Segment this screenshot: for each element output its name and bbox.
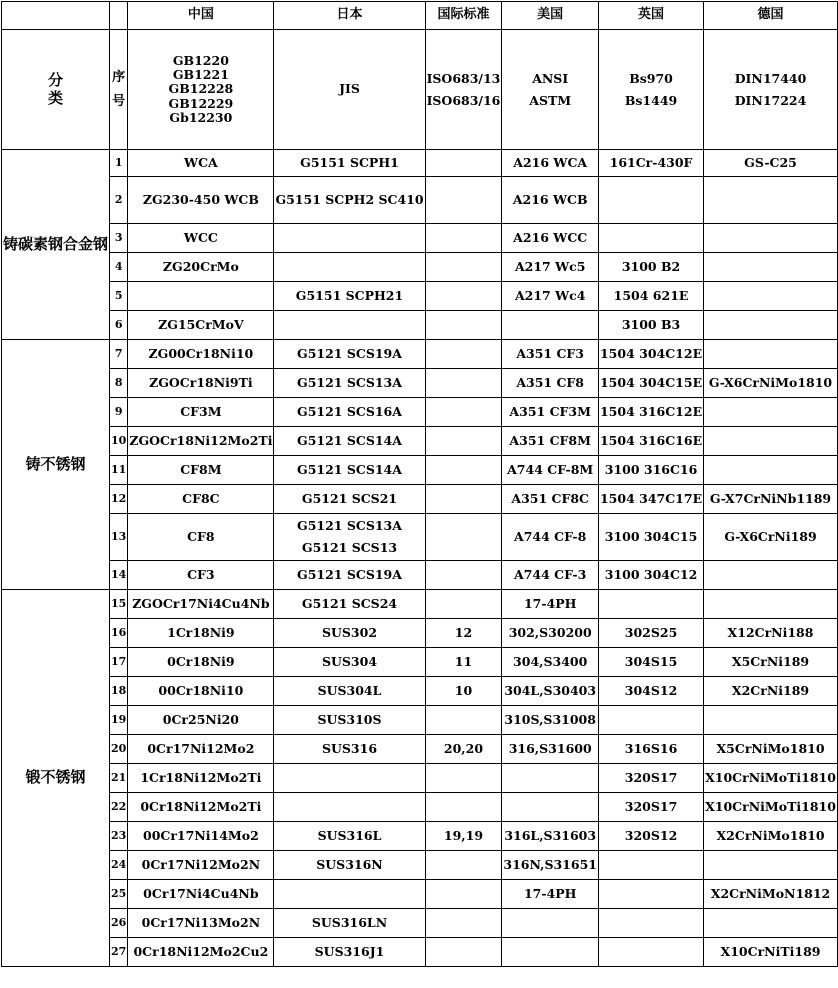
germany-grade — [704, 177, 838, 224]
table-row — [2, 764, 838, 793]
japan-grade-line: G5121 SCS13A — [297, 374, 402, 390]
col-header-japan: 日本 — [274, 2, 425, 30]
japan-grade — [274, 793, 425, 822]
uk-grade — [598, 590, 703, 619]
iso-grade — [425, 340, 502, 369]
table-body — [2, 2, 838, 967]
category-header — [2, 30, 110, 150]
row-number: 22 — [110, 793, 128, 822]
us-grade: A351 CF3M — [502, 398, 599, 427]
row-number: 14 — [110, 561, 128, 590]
germany-grade: X5CrNi189 — [704, 648, 838, 677]
germany-grade: X5CrNiMo1810 — [704, 735, 838, 764]
china-grade: 0Cr17Ni12Mo2 — [128, 735, 274, 764]
china-grade: 0Cr17Ni12Mo2N — [128, 851, 274, 880]
germany-grade: X10CrNiMoTi1810 — [704, 764, 838, 793]
uk-standard: Bs1449 — [624, 92, 678, 108]
china-grade: 0Cr18Ni12Mo2Ti — [128, 793, 274, 822]
japan-grade — [274, 398, 425, 427]
col-header-germany: 德国 — [704, 2, 838, 30]
row-number: 16 — [110, 619, 128, 648]
iso-grade — [425, 427, 502, 456]
china-grade: 0Cr25Ni20 — [128, 706, 274, 735]
us-grade: 310S,S31008 — [502, 706, 599, 735]
japan-grade — [274, 851, 425, 880]
japan-grade — [274, 311, 425, 340]
row-number: 5 — [110, 282, 128, 311]
table-row — [2, 793, 838, 822]
japan-grade-line: SUS316J1 — [314, 943, 385, 959]
de-standard: DIN17440 — [734, 70, 807, 86]
japan-grade-line: SUS316L — [317, 827, 382, 843]
china-grade: CF3 — [128, 561, 274, 590]
china-grade: 00Cr17Ni14Mo2 — [128, 822, 274, 851]
us-grade: A351 CF3 — [502, 340, 599, 369]
china-standard: GB12228 — [168, 81, 234, 97]
japan-grade — [274, 369, 425, 398]
japan-grade-line: SUS310S — [317, 711, 382, 727]
table-row — [2, 619, 838, 648]
us-grade — [502, 311, 599, 340]
iso-grade: 20,20 — [425, 735, 502, 764]
china-grade: 0Cr18Ni9 — [128, 648, 274, 677]
china-grade: 1Cr18Ni9 — [128, 619, 274, 648]
japan-grade — [274, 764, 425, 793]
germany-grade — [704, 282, 838, 311]
row-number: 6 — [110, 311, 128, 340]
china-grade: 00Cr18Ni10 — [128, 677, 274, 706]
germany-grade — [704, 706, 838, 735]
header-row-standards — [2, 30, 838, 150]
table-row — [2, 177, 838, 224]
uk-grade: 320S12 — [598, 822, 703, 851]
japan-grade — [274, 619, 425, 648]
japan-grade — [274, 485, 425, 514]
row-number: 12 — [110, 485, 128, 514]
japan-grade — [274, 909, 425, 938]
seq-header-char: 号 — [112, 93, 126, 109]
germany-grade: X2CrNiMoN1812 — [704, 880, 838, 909]
japan-grade-line: G5121 SCS14A — [297, 461, 402, 477]
iso-grade — [425, 456, 502, 485]
us-grade: A744 CF-8M — [502, 456, 599, 485]
table-row — [2, 909, 838, 938]
seq-header — [110, 30, 128, 150]
row-number: 7 — [110, 340, 128, 369]
row-number: 13 — [110, 514, 128, 561]
japan-grade-line: G5151 SCPH1 — [300, 154, 399, 170]
iso-standards — [425, 30, 502, 150]
japan-grade — [274, 456, 425, 485]
iso-grade — [425, 514, 502, 561]
japan-grade — [274, 822, 425, 851]
japan-grade-line: SUS302 — [321, 624, 378, 640]
us-grade: A217 Wc5 — [502, 253, 599, 282]
row-number: 19 — [110, 706, 128, 735]
germany-grade — [704, 311, 838, 340]
japan-grade-line: SUS316 — [321, 740, 378, 756]
germany-grade: X10CrNiMoTi1810 — [704, 793, 838, 822]
row-number: 25 — [110, 880, 128, 909]
table-row — [2, 456, 838, 485]
table-row — [2, 427, 838, 456]
group-label: 铸不锈钢 — [2, 340, 110, 590]
germany-grade: X2CrNiMo1810 — [704, 822, 838, 851]
iso-grade: 10 — [425, 677, 502, 706]
uk-grade: 1504 316C12E — [598, 398, 703, 427]
japan-grade — [274, 514, 425, 561]
us-grade — [502, 938, 599, 967]
iso-grade — [425, 311, 502, 340]
iso-standard: ISO683/16 — [426, 92, 501, 108]
iso-grade — [425, 369, 502, 398]
us-grade: 302,S30200 — [502, 619, 599, 648]
iso-grade — [425, 590, 502, 619]
de-standard: DIN17224 — [734, 92, 807, 108]
row-number: 9 — [110, 398, 128, 427]
japan-grade-line: G5121 SCS16A — [297, 403, 402, 419]
japan-grade — [274, 648, 425, 677]
uk-grade — [598, 880, 703, 909]
japan-grade — [274, 938, 425, 967]
china-grade: CF8M — [128, 456, 274, 485]
group-label: 锻不锈钢 — [2, 590, 110, 967]
row-number: 3 — [110, 224, 128, 253]
japan-grade — [274, 177, 425, 224]
japan-grade-line: G5151 SCPH21 — [295, 287, 404, 303]
row-number: 20 — [110, 735, 128, 764]
china-standards — [128, 30, 274, 150]
col-header-iso: 国际标准 — [425, 2, 502, 30]
table-row — [2, 648, 838, 677]
row-number: 17 — [110, 648, 128, 677]
us-grade — [502, 764, 599, 793]
germany-grade: X10CrNiTi189 — [704, 938, 838, 967]
corner-cell — [2, 2, 110, 30]
japan-grade — [274, 282, 425, 311]
japan-grade-line: SUS304 — [321, 653, 378, 669]
china-standard: Gb12230 — [169, 110, 233, 126]
japan-grade — [274, 224, 425, 253]
us-grade: A216 WCA — [502, 150, 599, 177]
row-number: 26 — [110, 909, 128, 938]
table-row — [2, 253, 838, 282]
japan-grade — [274, 706, 425, 735]
china-grade: ZG15CrMoV — [128, 311, 274, 340]
china-grade: ZG20CrMo — [128, 253, 274, 282]
row-number: 18 — [110, 677, 128, 706]
iso-grade — [425, 561, 502, 590]
steel-standards-table — [1, 1, 838, 967]
us-grade: A744 CF-3 — [502, 561, 599, 590]
uk-grade: 1504 304C12E — [598, 340, 703, 369]
uk-grade: 3100 B2 — [598, 253, 703, 282]
uk-grade: 3100 304C12 — [598, 561, 703, 590]
japan-grade — [274, 677, 425, 706]
us-grade: 304L,S30403 — [502, 677, 599, 706]
corner-cell — [110, 2, 128, 30]
germany-grade — [704, 224, 838, 253]
iso-standard: ISO683/13 — [426, 70, 501, 86]
germany-grade — [704, 590, 838, 619]
table-row — [2, 590, 838, 619]
uk-grade: 304S12 — [598, 677, 703, 706]
china-grade: CF8 — [128, 514, 274, 561]
iso-grade: 19,19 — [425, 822, 502, 851]
germany-grade: GS-C25 — [704, 150, 838, 177]
japan-grade-line: G5121 SCS19A — [297, 566, 402, 582]
us-grade: A217 Wc4 — [502, 282, 599, 311]
china-grade — [128, 282, 274, 311]
germany-grade: G-X6CrNiMo1810 — [704, 369, 838, 398]
table-row — [2, 485, 838, 514]
japan-grade — [274, 340, 425, 369]
col-header-china: 中国 — [128, 2, 274, 30]
iso-grade — [425, 851, 502, 880]
col-header-usa: 美国 — [502, 2, 599, 30]
germany-grade — [704, 851, 838, 880]
germany-grade — [704, 253, 838, 282]
japan-grade-line: G5151 SCPH2 SC410 — [275, 191, 424, 207]
table-row — [2, 851, 838, 880]
japan-grade-line: G5121 SCS21 — [301, 490, 398, 506]
japan-grade — [274, 561, 425, 590]
table-row — [2, 735, 838, 764]
uk-grade: 161Cr-430F — [598, 150, 703, 177]
iso-grade: 11 — [425, 648, 502, 677]
china-grade: CF3M — [128, 398, 274, 427]
iso-grade — [425, 793, 502, 822]
japan-grade — [274, 253, 425, 282]
us-grade: A351 CF8C — [502, 485, 599, 514]
row-number: 23 — [110, 822, 128, 851]
uk-grade: 320S17 — [598, 764, 703, 793]
uk-grade: 3100 B3 — [598, 311, 703, 340]
germany-grade — [704, 398, 838, 427]
japan-grade — [274, 427, 425, 456]
iso-grade — [425, 485, 502, 514]
table-row — [2, 938, 838, 967]
uk-standard: Bs970 — [629, 70, 673, 86]
category-header-char: 类 — [48, 88, 64, 107]
table-row — [2, 398, 838, 427]
germany-grade — [704, 340, 838, 369]
row-number: 21 — [110, 764, 128, 793]
row-number: 15 — [110, 590, 128, 619]
table-row — [2, 282, 838, 311]
iso-grade — [425, 909, 502, 938]
row-number: 8 — [110, 369, 128, 398]
uk-grade — [598, 224, 703, 253]
uk-grade: 3100 304C15 — [598, 514, 703, 561]
uk-grade: 320S17 — [598, 793, 703, 822]
uk-grade — [598, 909, 703, 938]
table-row — [2, 880, 838, 909]
uk-grade: 304S15 — [598, 648, 703, 677]
us-grade: 316N,S31651 — [502, 851, 599, 880]
us-grade: 316,S31600 — [502, 735, 599, 764]
japan-grade-line: G5121 SCS13 — [301, 540, 398, 555]
group-label: 铸碳素钢合金钢 — [2, 150, 110, 340]
col-header-uk: 英国 — [598, 2, 703, 30]
us-grade — [502, 909, 599, 938]
japan-grade-line: G5121 SCS24 — [301, 595, 398, 611]
us-standard: ASTM — [529, 92, 572, 108]
japan-grade-line: G5121 SCS19A — [297, 345, 402, 361]
uk-grade: 316S16 — [598, 735, 703, 764]
iso-grade — [425, 253, 502, 282]
row-number: 2 — [110, 177, 128, 224]
us-standards — [502, 30, 599, 150]
iso-grade — [425, 398, 502, 427]
row-number: 11 — [110, 456, 128, 485]
row-number: 24 — [110, 851, 128, 880]
china-standard: GB12229 — [168, 95, 234, 111]
uk-grade — [598, 177, 703, 224]
table-row — [2, 561, 838, 590]
china-grade: ZGOCr18Ni9Ti — [128, 369, 274, 398]
table-row — [2, 150, 838, 177]
uk-grade: 1504 304C15E — [598, 369, 703, 398]
table-row — [2, 224, 838, 253]
table-row — [2, 706, 838, 735]
header-row-countries — [2, 2, 838, 30]
table-row — [2, 514, 838, 561]
china-grade: ZG00Cr18Ni10 — [128, 340, 274, 369]
uk-grade: 1504 621E — [598, 282, 703, 311]
row-number: 10 — [110, 427, 128, 456]
uk-grade — [598, 851, 703, 880]
table-row — [2, 677, 838, 706]
china-grade: WCC — [128, 224, 274, 253]
uk-grade — [598, 938, 703, 967]
us-grade: 304,S3400 — [502, 648, 599, 677]
seq-header-char: 序 — [112, 69, 126, 85]
uk-grade — [598, 706, 703, 735]
china-standard: GB1220 — [172, 52, 229, 68]
category-header-char: 分 — [48, 71, 64, 90]
us-grade: A744 CF-8 — [502, 514, 599, 561]
china-grade: 0Cr18Ni12Mo2Cu2 — [128, 938, 274, 967]
germany-grade — [704, 561, 838, 590]
us-grade — [502, 793, 599, 822]
japan-grade — [274, 880, 425, 909]
germany-grade: G-X7CrNiNb1189 — [704, 485, 838, 514]
japan-grade — [274, 590, 425, 619]
china-grade: 0Cr17Ni13Mo2N — [128, 909, 274, 938]
us-standard: ANSI — [532, 70, 569, 86]
iso-grade — [425, 706, 502, 735]
uk-standards — [598, 30, 703, 150]
table-row — [2, 340, 838, 369]
table-row — [2, 311, 838, 340]
us-grade: A216 WCC — [502, 224, 599, 253]
iso-grade — [425, 177, 502, 224]
japan-grade — [274, 150, 425, 177]
iso-grade: 12 — [425, 619, 502, 648]
de-standards — [704, 30, 838, 150]
china-grade: CF8C — [128, 485, 274, 514]
china-grade: ZGOCr17Ni4Cu4Nb — [128, 590, 274, 619]
germany-grade: G-X6CrNi189 — [704, 514, 838, 561]
china-grade: 1Cr18Ni12Mo2Ti — [128, 764, 274, 793]
us-grade: A216 WCB — [502, 177, 599, 224]
japan-grade-line: G5121 SCS14A — [297, 432, 402, 448]
iso-grade — [425, 224, 502, 253]
us-grade: 17-4PH — [502, 880, 599, 909]
iso-grade — [425, 938, 502, 967]
germany-grade — [704, 909, 838, 938]
table-row — [2, 369, 838, 398]
china-standard: GB1221 — [172, 66, 229, 82]
japan-grade — [274, 735, 425, 764]
uk-grade: 302S25 — [598, 619, 703, 648]
us-grade: 316L,S31603 — [502, 822, 599, 851]
row-number: 4 — [110, 253, 128, 282]
us-grade: 17-4PH — [502, 590, 599, 619]
germany-grade — [704, 427, 838, 456]
japan-grade-line: SUS316LN — [311, 914, 388, 930]
china-grade: ZG230-450 WCB — [128, 177, 274, 224]
japan-grade-line: SUS316N — [316, 856, 383, 872]
iso-grade — [425, 150, 502, 177]
table-row — [2, 822, 838, 851]
germany-grade — [704, 456, 838, 485]
china-grade: ZGOCr18Ni12Mo2Ti — [128, 427, 274, 456]
iso-grade — [425, 764, 502, 793]
us-grade: A351 CF8 — [502, 369, 599, 398]
us-grade: A351 CF8M — [502, 427, 599, 456]
iso-grade — [425, 880, 502, 909]
china-grade: WCA — [128, 150, 274, 177]
china-grade: 0Cr17Ni4Cu4Nb — [128, 880, 274, 909]
japan-grade-line: G5121 SCS13A — [297, 518, 402, 533]
japan-standard: JIS — [274, 30, 425, 150]
germany-grade: X12CrNi188 — [704, 619, 838, 648]
row-number: 27 — [110, 938, 128, 967]
row-number: 1 — [110, 150, 128, 177]
uk-grade: 1504 316C16E — [598, 427, 703, 456]
iso-grade — [425, 282, 502, 311]
uk-grade: 3100 316C16 — [598, 456, 703, 485]
uk-grade: 1504 347C17E — [598, 485, 703, 514]
japan-grade-line: SUS304L — [317, 682, 382, 698]
germany-grade: X2CrNi189 — [704, 677, 838, 706]
